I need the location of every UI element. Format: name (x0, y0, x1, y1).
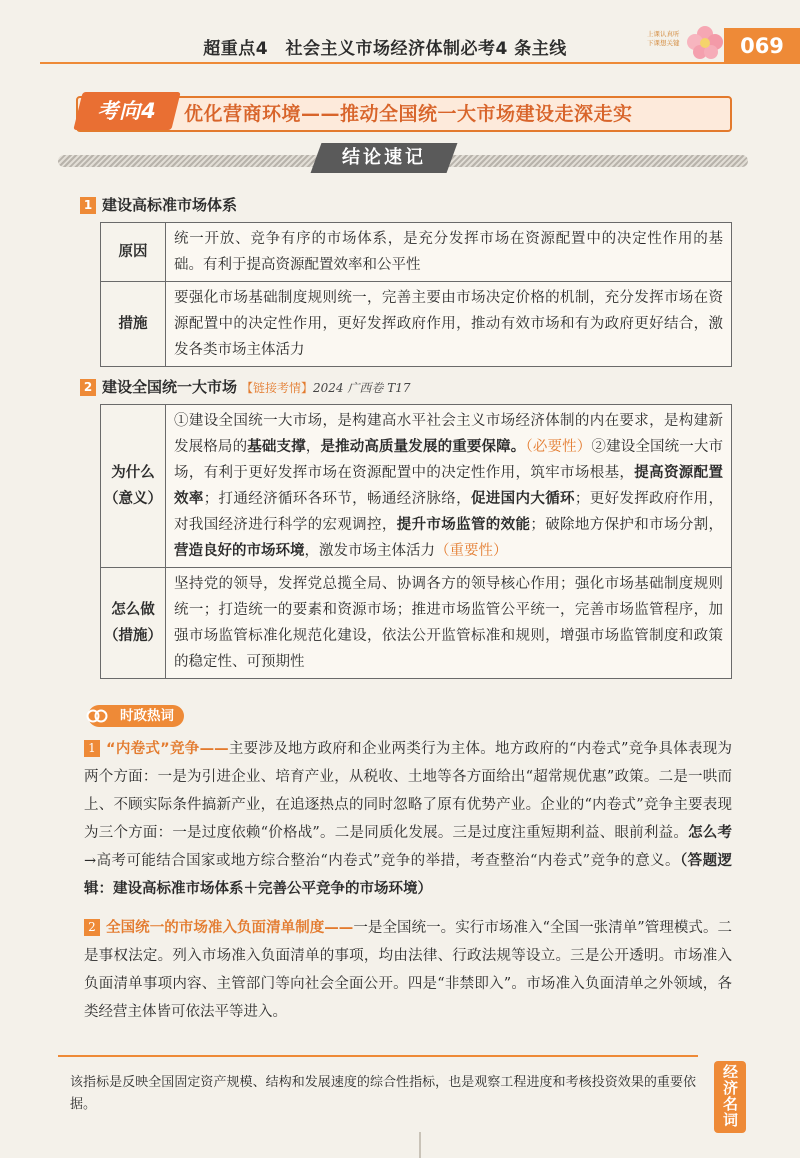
loop-icon (86, 706, 108, 726)
footer-tab-label: 经济名词 (721, 1064, 739, 1128)
hot-word-keyword: “内卷式”竞争—— (106, 741, 229, 757)
row-label-line: （措施） (104, 628, 162, 644)
bold-run: 营造良好的市场环境 (174, 543, 305, 559)
hot-words-badge: 时政热词 (88, 705, 184, 727)
number-badge: 2 (80, 379, 96, 396)
text-run: ， (305, 439, 321, 455)
table-row (101, 405, 732, 568)
hot-word-keyword: 全国统一的市场准入负面清单制度—— (106, 920, 354, 936)
row-label-line: 为什么 (111, 465, 155, 481)
table-row (101, 223, 732, 282)
bold-run: 提高资源配置效率 (174, 465, 724, 507)
section2-table (100, 404, 732, 679)
text-run: 一是全国统一。实行市场准入“全国一张清单”管理模式。二是事权法定。列入市场准入负面清单的事项，均由法律、行政法规等设立。三是公开透明。市场准入负面清单事项内容、主管部门等向社会全面公开。四是“非禁即入”。市场准入负面清单之外领域，各类经营主体皆可依法平等进入。 (84, 920, 732, 1020)
bold-run: 怎么考 (688, 825, 733, 841)
bold-run: 促进国内大循环 (470, 491, 575, 507)
row-text (166, 405, 732, 568)
row-label (101, 568, 166, 679)
text-run: ，激发市场主体活力 (304, 543, 435, 559)
section-heading-text: 建设高标准市场体系 (102, 196, 238, 214)
page-number: 069 (724, 28, 800, 64)
section-heading-text: 建设全国统一大市场 (102, 378, 238, 396)
header-slogan-line: 上课认真听 (647, 30, 680, 38)
text-run: →高考可能结合国家或地方综合整治“内卷式”竞争的举措，考查整治“内卷式”竞争的意义。 (84, 853, 680, 869)
bold-run: 是推动高质量发展的重要保障。 (320, 439, 526, 455)
note-run: （必要性） (525, 439, 592, 455)
footer-divider (58, 1055, 698, 1057)
topic-tag-label: 考向4 (97, 99, 157, 123)
row-text: 统一开放、竞争有序的市场体系，是充分发挥市场在资源配置中的决定性作用的基础。有利于提高资源配置效率和公平性 (166, 223, 732, 282)
row-label: 措施 (101, 282, 166, 367)
footer-definition: 该指标是反映全国固定资产规模、结构和发展速度的综合性指标，也是观察工程进度和考核投资效果的重要依据。 (70, 1075, 696, 1112)
note-run: （重要性） (435, 543, 508, 559)
bold-run: 提升市场监管的效能 (396, 517, 531, 533)
row-text: 要强化市场基础制度规则统一，完善主要由市场决定价格的机制，充分发挥市场在资源配置中的决定性作用，更好发挥政府作用，推动有效市场和有为政府更好结合，激发各类市场主体活力 (166, 282, 732, 367)
section-heading-2 (80, 376, 410, 397)
hot-word-item-2 (84, 914, 732, 1026)
table-row (101, 568, 732, 679)
number-badge: 1 (84, 740, 100, 757)
section1-table (100, 222, 732, 367)
binding-mark (419, 1132, 421, 1158)
text-run: ；打通经济循环各环节，畅通经济脉络， (203, 491, 471, 507)
text-run: ；更好发挥政府作用，对我国经济进行科学的宏观调控， (174, 491, 724, 533)
table-row (101, 282, 732, 367)
row-text: 坚持党的领导，发挥党总揽全局、协调各方的领导核心作用；强化市场基础制度规则统一；打造统一的要素和资源市场；推进市场监管公平统一，完善市场监管程序，加强市场监管标准化规范化建设，依法公开监管标准和规则，增强市场监管制度和政策的稳定性、可预期性 (166, 568, 732, 679)
row-label (101, 405, 166, 568)
number-badge: 2 (84, 919, 100, 936)
text-run: ①建设全国统一大市场，是构建高水平社会主义市场经济体制的内在要求，是构建新发展格局的 (174, 413, 723, 455)
conclusion-label: 结论速记 (342, 147, 426, 168)
exam-link-ref: 2024 广西卷 T17 (313, 381, 411, 395)
flower-icon (683, 24, 727, 64)
header-divider (40, 62, 760, 64)
topic-tag (73, 92, 180, 130)
row-label: 原因 (101, 223, 166, 282)
row-label-line: 怎么做 (111, 602, 155, 618)
text-run: ②建设全国统一大市场，有利于更好发挥市场在资源配置中的决定性作用，筑牢市场根基， (174, 439, 724, 481)
row-label-line: （意义） (104, 491, 162, 507)
bold-run: 基础支撑 (247, 439, 306, 455)
number-badge: 1 (80, 197, 96, 214)
text-run: 主要涉及地方政府和企业两类行为主体。地方政府的“内卷式”竞争具体表现为两个方面：一是为引进企业、培育产业，从税收、土地等各方面给出“超常规优惠”政策。二是一哄而上、不顾实际条件搞新产业，在追逐热点的同时忽略了原有优势产业。企业的“内卷式”竞争主要表现为三个方面：一是过度依赖“价格战”。二是同质化发展。三是过度注重短期利益、眼前利益。 (84, 741, 732, 841)
page-header-title: 超重点4 社会主义市场经济体制必考4 条主线 (203, 39, 567, 59)
exam-link-tag: 【链接考情】 (241, 381, 314, 395)
text-run: ；破除地方保护和市场分割， (530, 517, 724, 533)
hot-word-item-1 (84, 735, 732, 903)
bold-run: （答题逻辑：建设高标准市场体系＋完善公平竞争的市场环境） (84, 853, 732, 897)
section-heading-1 (80, 194, 237, 215)
section-title: 优化营商环境——推动全国统一大市场建设走深走实 (184, 103, 633, 125)
header-slogan-line: 下课想关键 (647, 39, 680, 47)
